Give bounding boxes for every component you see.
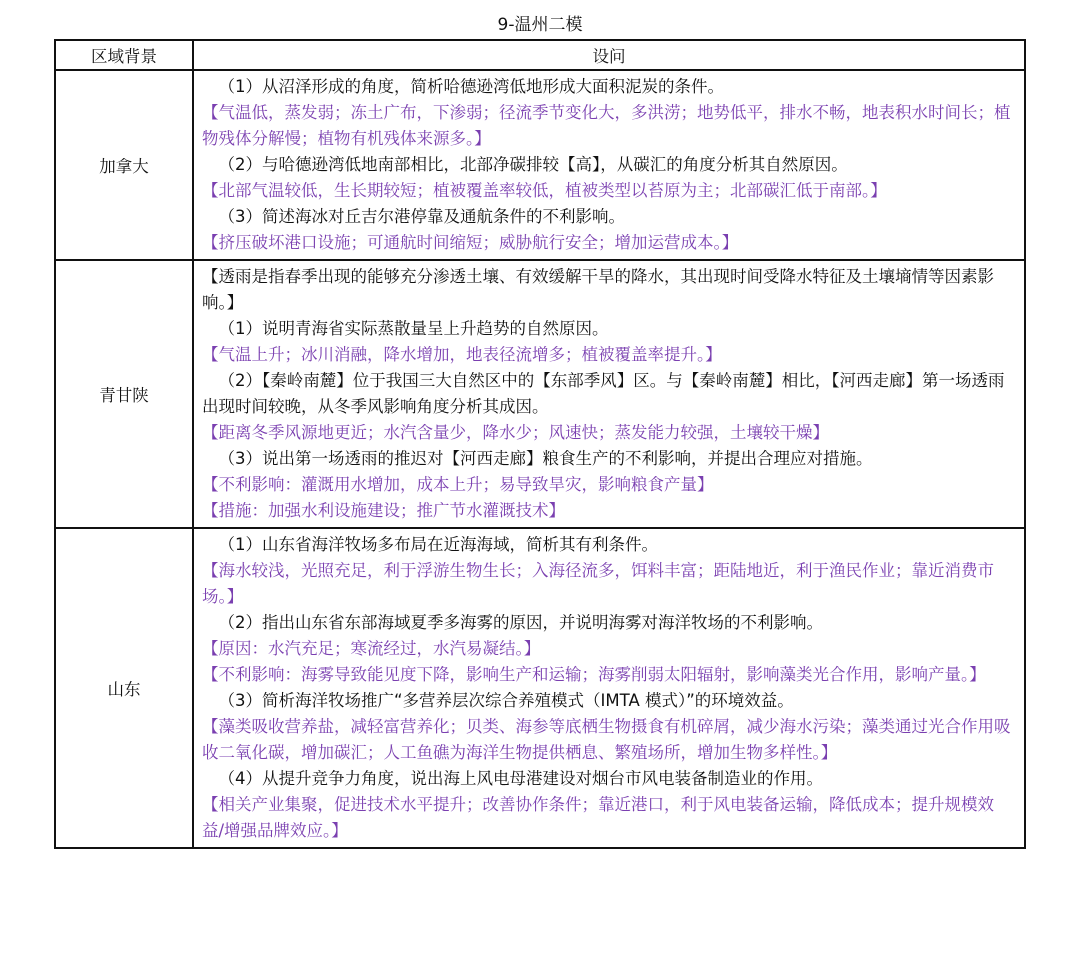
table-header-row bbox=[55, 40, 1025, 70]
question-text: （1）说明青海省实际蒸散量呈上升趋势的自然原因。 bbox=[218, 319, 609, 338]
answer-text: 【相关产业集聚，促进技术水平提升；改善协作条件；靠近港口，利于风电装备运输，降低成本；提升规模效益/增强品牌效应。】 bbox=[202, 795, 994, 840]
question-text: （3）说出第一场透雨的推迟对【河西走廊】粮食生产的不利影响，并提出合理应对措施。 bbox=[218, 449, 873, 468]
content-cell bbox=[193, 260, 1025, 528]
answer-text: 【气温上升；冰川消融，降水增加，地表径流增多；植被覆盖率提升。】 bbox=[202, 345, 722, 364]
answer-text: 【措施：加强水利设施建设；推广节水灌溉技术】 bbox=[202, 501, 565, 520]
content-cell bbox=[193, 70, 1025, 260]
region-cell: 山东 bbox=[55, 528, 193, 848]
question-text: （2）与哈德逊湾低地南部相比，北部净碳排较【高】，从碳汇的角度分析其自然原因。 bbox=[218, 155, 848, 174]
header-region: 区域背景 bbox=[55, 40, 193, 70]
answer-text: 【距离冬季风源地更近；水汽含量少，降水少；风速快；蒸发能力较强，土壤较干燥】 bbox=[202, 423, 829, 442]
section-row bbox=[55, 260, 1025, 528]
question-text: （1）山东省海洋牧场多布局在近海海域，简析其有利条件。 bbox=[218, 535, 658, 554]
section-row bbox=[55, 528, 1025, 848]
question-text: （1）从沼泽形成的角度，简析哈德逊湾低地形成大面积泥炭的条件。 bbox=[218, 77, 724, 96]
region-cell: 加拿大 bbox=[55, 70, 193, 260]
answer-text: 【北部气温较低，生长期较短；植被覆盖率较低，植被类型以苔原为主；北部碳汇低于南部。】 bbox=[202, 181, 887, 200]
question-text: （3）简析海洋牧场推广“多营养层次综合养殖模式（IMTA 模式）”的环境效益。 bbox=[218, 691, 794, 710]
answer-text: 【挤压破坏港口设施；可通航时间缩短；威胁航行安全；增加运营成本。】 bbox=[202, 233, 739, 252]
question-text: （2）指出山东省东部海域夏季多海雾的原因，并说明海雾对海洋牧场的不利影响。 bbox=[218, 613, 823, 632]
answer-text: 【海水较浅，光照充足，利于浮游生物生长；入海径流多，饵料丰富；距陆地近，利于渔民作业；靠近消费市场。】 bbox=[202, 561, 994, 606]
answer-text: 【气温低，蒸发弱；冻土广布，下渗弱；径流季节变化大，多洪涝；地势低平，排水不畅，地表积水时间长；植物残体分解慢；植物有机残体来源多。】 bbox=[202, 103, 1011, 148]
section-row bbox=[55, 70, 1025, 260]
region-cell: 青甘陕 bbox=[55, 260, 193, 528]
answer-text: 【原因：水汽充足；寒流经过，水汽易凝结。】 bbox=[202, 639, 541, 658]
question-text: （2）【秦岭南麓】位于我国三大自然区中的【东部季风】区。与【秦岭南麓】相比，【河西走廊】第一场透雨出现时间较晚，从冬季风影响角度分析其成因。 bbox=[202, 371, 1005, 416]
question-text: （3）简述海冰对丘吉尔港停靠及通航条件的不利影响。 bbox=[218, 207, 625, 226]
question-text: （4）从提升竞争力角度，说出海上风电母港建设对烟台市风电装备制造业的作用。 bbox=[218, 769, 823, 788]
answer-text: 【藻类吸收营养盐，减轻富营养化；贝类、海参等底栖生物摄食有机碎屑，减少海水污染；藻类通过光合作用吸收二氧化碳，增加碳汇；人工鱼礁为海洋生物提供栖息、繁殖场所，增加生物多样性。】 bbox=[202, 717, 1011, 762]
page-title: 9-温州二模 bbox=[497, 15, 583, 35]
header-question: 设问 bbox=[193, 40, 1025, 70]
background-note: 【透雨是指春季出现的能够充分渗透土壤、有效缓解干旱的降水，其出现时间受降水特征及土壤墒情等因素影响。】 bbox=[202, 267, 994, 312]
answer-text: 【不利影响：灌溉用水增加，成本上升；易导致旱灾，影响粮食产量】 bbox=[202, 475, 714, 494]
answer-text: 【不利影响：海雾导致能见度下降，影响生产和运输；海雾削弱太阳辐射，影响藻类光合作用，影响产量。】 bbox=[202, 665, 986, 684]
question-table bbox=[54, 39, 1026, 849]
content-cell bbox=[193, 528, 1025, 848]
